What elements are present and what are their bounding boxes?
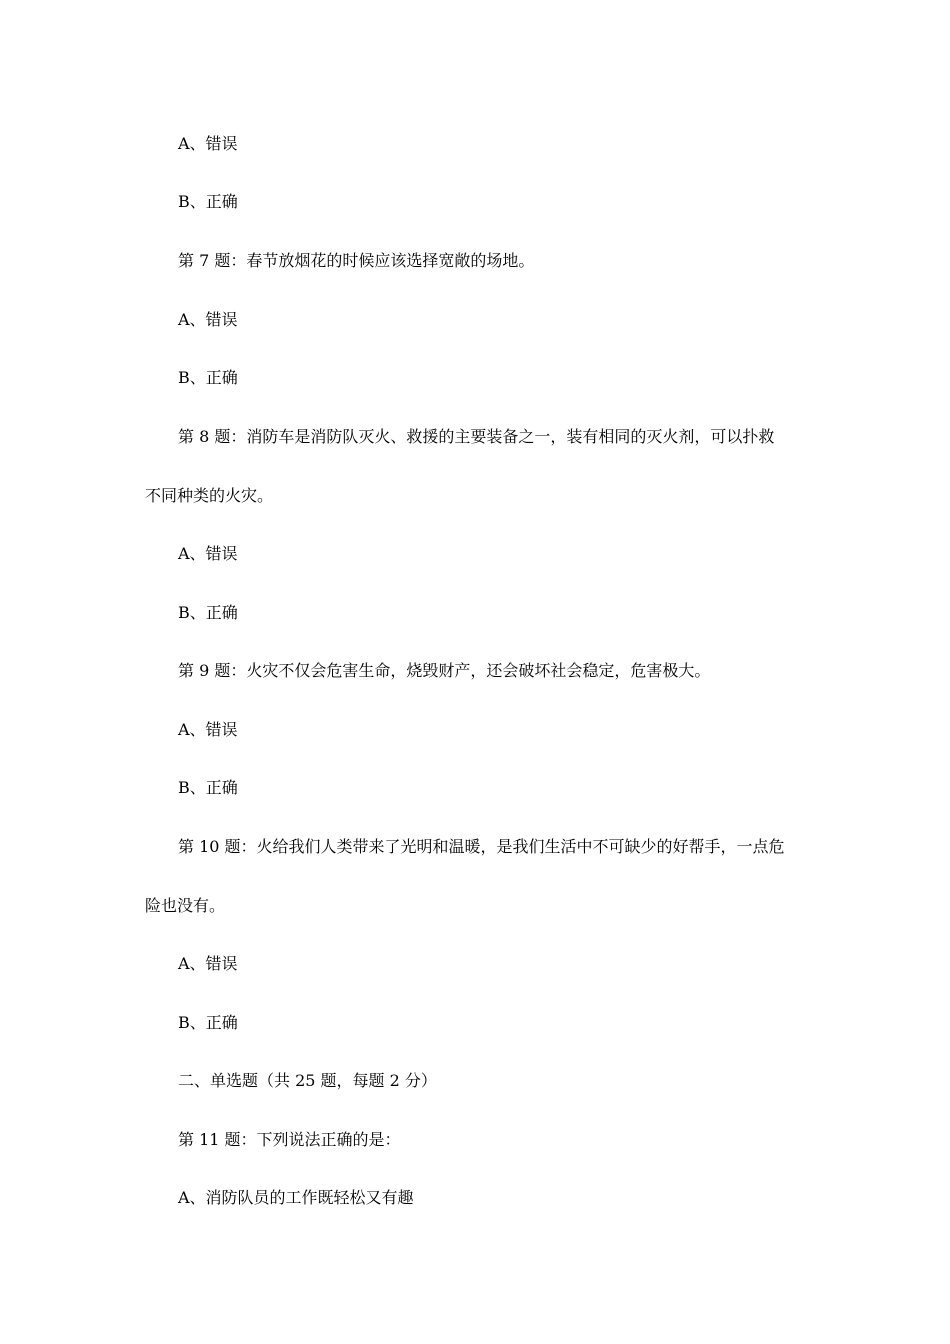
question-7: 第 7 题：春节放烟花的时候应该选择宽敞的场地。 xyxy=(178,251,535,270)
q9-option-a: A、错误 xyxy=(178,720,238,739)
q6-option-a: A、错误 xyxy=(178,134,238,153)
question-8-continued: 不同种类的火灾。 xyxy=(145,486,274,505)
section-heading-single-choice: 二、单选题（共 25 题，每题 2 分） xyxy=(178,1071,437,1090)
question-10-continued: 险也没有。 xyxy=(145,896,226,915)
question-8: 第 8 题：消防车是消防队灭火、救援的主要装备之一，装有相同的灭火剂，可以扑救 xyxy=(178,427,775,446)
question-10: 第 10 题：火给我们人类带来了光明和温暖，是我们生活中不可缺少的好帮手，一点危 xyxy=(178,837,785,856)
q10-option-a: A、错误 xyxy=(178,954,238,973)
question-11: 第 11 题：下列说法正确的是： xyxy=(178,1130,401,1149)
q9-option-b: B、正确 xyxy=(178,778,238,797)
q7-option-b: B、正确 xyxy=(178,368,238,387)
q11-option-a: A、消防队员的工作既轻松又有趣 xyxy=(178,1188,414,1207)
q8-option-b: B、正确 xyxy=(178,603,238,622)
q6-option-b: B、正确 xyxy=(178,192,238,211)
q8-option-a: A、错误 xyxy=(178,544,238,563)
q7-option-a: A、错误 xyxy=(178,310,238,329)
q10-option-b: B、正确 xyxy=(178,1013,238,1032)
question-9: 第 9 题：火灾不仅会危害生命，烧毁财产，还会破坏社会稳定，危害极大。 xyxy=(178,661,711,680)
